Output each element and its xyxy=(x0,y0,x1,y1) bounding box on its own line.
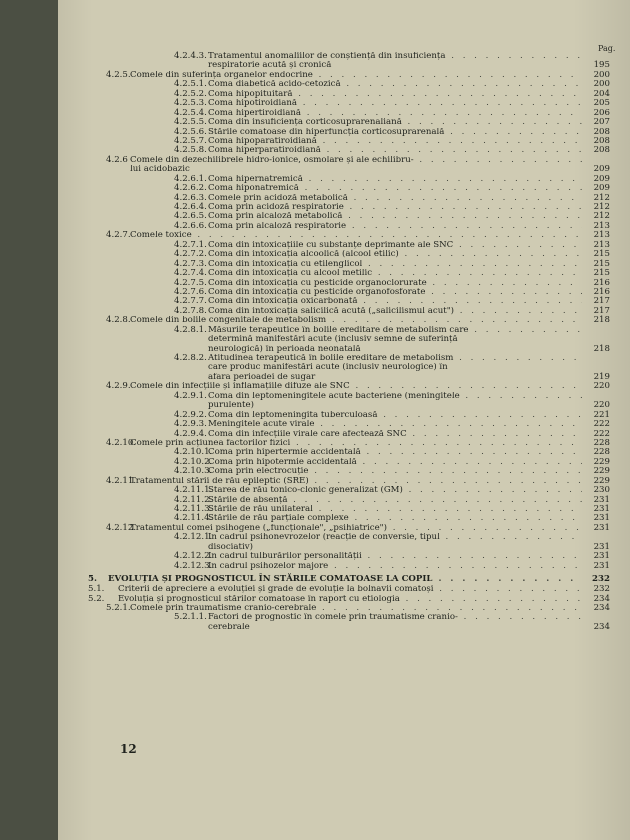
table-of-contents xyxy=(58,52,630,632)
toc-entry-number: 4.2.11.2. xyxy=(174,494,213,505)
toc-entry-page: 231 xyxy=(593,522,610,533)
toc-entry-title: Tratamentul anomaliilor de conștiență din insuficiența . . . xyxy=(208,52,582,61)
toc-entry xyxy=(58,184,630,193)
toc-entry-title: Coma din leptomeningita tuberculoasă . . . xyxy=(208,411,582,420)
toc-entry-title: Comele din bolile congenitale de metabolism . . . xyxy=(130,316,582,325)
toc-entry-title: Coma din insuficiența corticosuprarenaliană . . . xyxy=(208,118,582,127)
toc-entry-number: 4.2.12. xyxy=(106,522,137,533)
toc-entry-number: 4.2.7.7. xyxy=(174,296,207,307)
toc-entry xyxy=(58,524,630,533)
toc-entry-page: 218 xyxy=(593,315,610,326)
toc-entry-title: EVOLUȚIA ȘI PROGNOSTICUL ÎN STĂRILE COMATOASE LA COPIL . . . xyxy=(108,573,582,585)
toc-entry-number: 4.2.11.4. xyxy=(174,513,213,524)
toc-entry xyxy=(58,392,630,401)
toc-entry-number: 4.2.6.1. xyxy=(174,173,207,184)
toc-entry xyxy=(58,90,630,99)
toc-entry-title: Coma hiperparatiroidiană . . . xyxy=(208,146,582,155)
toc-entry xyxy=(58,514,630,523)
toc-entry-page: 207 xyxy=(593,117,610,128)
toc-entry-title: neurologică) în perioada neonatală xyxy=(208,344,361,354)
toc-entry xyxy=(58,552,630,561)
toc-entry xyxy=(58,212,630,221)
toc-entry-number: 4.2.7.3. xyxy=(174,258,207,269)
toc-entry xyxy=(58,156,630,165)
toc-entry-number: 4.2.8. xyxy=(106,315,131,326)
toc-entry xyxy=(58,109,630,118)
toc-entry xyxy=(58,335,630,344)
toc-entry-title: În cadrul tulburărilor personalității . . . xyxy=(208,552,582,561)
toc-entry xyxy=(58,61,630,70)
toc-entry-title: Coma hipopituitară . . . xyxy=(208,90,582,99)
toc-entry-title: disociativ) xyxy=(208,542,253,552)
toc-entry-page: 212 xyxy=(593,192,610,203)
toc-entry-number: 4.2.12.2. xyxy=(174,551,213,562)
toc-entry-page: 220 xyxy=(593,381,610,392)
toc-entry xyxy=(58,613,630,622)
toc-entry-title: Coma din leptomeningitele acute bacteriene (meningitele . . . xyxy=(208,392,582,401)
toc-entry xyxy=(58,194,630,203)
toc-entry-page: 195 xyxy=(593,60,610,71)
toc-entry-number: 4.2.8.2. xyxy=(174,353,207,363)
toc-entry-title: Coma hipernatremică . . . xyxy=(208,175,582,184)
toc-entry-title: Coma prin alcaloză metabolică . . . xyxy=(208,212,582,221)
page-number: 12 xyxy=(120,742,137,756)
toc-entry-page: 231 xyxy=(593,560,610,571)
toc-entry xyxy=(58,279,630,288)
toc-entry-title: Comele prin acțiunea factorilor fizici . . . xyxy=(130,439,582,448)
toc-entry-number: 4.2.7.8. xyxy=(174,305,207,316)
toc-entry xyxy=(58,477,630,486)
toc-entry-page: 209 xyxy=(593,183,610,194)
toc-entry xyxy=(58,382,630,391)
toc-entry-title: Coma hipotiroidiană . . . xyxy=(208,99,582,108)
toc-entry-number: 4.2.9. xyxy=(106,381,131,392)
toc-entry xyxy=(58,354,630,363)
toc-entry-page: 208 xyxy=(593,145,610,156)
toc-entry-page: 232 xyxy=(593,584,610,595)
toc-entry-title: Stările de absență . . . xyxy=(208,496,582,505)
toc-entry-page: 212 xyxy=(593,211,610,222)
toc-entry-number: 4.2.5.2. xyxy=(174,88,207,99)
toc-entry-title: Coma din infecțiile virale care afectează SNC . . . xyxy=(208,430,582,439)
toc-entry-title: afara perioadei de sugar xyxy=(208,372,316,382)
toc-entry-page: 215 xyxy=(593,268,610,279)
toc-entry-page: 212 xyxy=(593,202,610,212)
toc-entry-title: Coma hiponatremică . . . xyxy=(208,184,582,193)
toc-entry xyxy=(58,288,630,297)
toc-entry-page: 209 xyxy=(593,164,610,175)
toc-entry-title: Coma din intoxicația cu pesticide organoclorurate . . . xyxy=(208,279,582,288)
toc-entry-title: Meningitele acute virale . . . xyxy=(208,420,582,429)
toc-entry-page: 213 xyxy=(593,220,610,231)
toc-entry-title: Coma din intoxicația alcoolică (alcool etilic) . . . xyxy=(208,250,582,259)
toc-entry-number: 4.2.5.6. xyxy=(174,126,207,137)
toc-entry-number: 4.2.10.1. xyxy=(174,447,213,458)
toc-entry-number: 4.2.10.2. xyxy=(174,456,213,467)
toc-entry-page: 231 xyxy=(593,494,610,505)
toc-entry-title: Coma prin acidoză respiratorie . . . xyxy=(208,203,582,212)
toc-entry-title: Măsurile terapeutice în bolile ereditare de metabolism care . . . xyxy=(208,326,582,335)
toc-entry xyxy=(58,316,630,325)
toc-entry xyxy=(58,458,630,467)
toc-entry xyxy=(58,411,630,420)
toc-entry-title: Coma prin electrocuție . . . xyxy=(208,467,582,476)
toc-entry-page: 206 xyxy=(593,107,610,118)
toc-entry xyxy=(58,250,630,259)
toc-entry xyxy=(58,533,630,542)
toc-entry-number: 4.2.8.1. xyxy=(174,324,207,335)
toc-entry-number: 4.2.12.3. xyxy=(174,560,213,571)
toc-entry xyxy=(58,623,630,632)
toc-entry-number: 4.2.7. xyxy=(106,230,131,241)
toc-entry xyxy=(58,241,630,250)
toc-entry-title: Coma din intoxicațiile cu substanțe deprimante ale SNC . . . xyxy=(208,241,582,250)
toc-entry-page: 209 xyxy=(593,173,610,184)
toc-entry-number: 4.2.11.3. xyxy=(174,504,213,514)
toc-entry xyxy=(58,297,630,306)
toc-entry-title: Comele din infecțiile și inflamațiile difuze ale SNC . . . xyxy=(130,382,582,391)
toc-entry-number: 4.2.7.4. xyxy=(174,268,207,279)
toc-entry-title: Factori de prognostic în comele prin traumatisme cranio- . . . xyxy=(208,613,582,622)
toc-entry-page: 232 xyxy=(592,574,610,585)
toc-entry-page: 217 xyxy=(593,296,610,307)
toc-entry-number: 4.2.7.5. xyxy=(174,277,207,288)
toc-entry-title: respiratorie acută și cronică xyxy=(208,61,332,71)
toc-entry-page: 220 xyxy=(593,400,610,411)
toc-entry-page: 234 xyxy=(593,621,610,632)
toc-entry-number: 4.2.9.3. xyxy=(174,419,207,430)
toc-entry-page: 215 xyxy=(593,249,610,260)
toc-entry xyxy=(58,137,630,146)
toc-entry xyxy=(58,496,630,505)
toc-entry-title: Comele din dezechilibrele hidro-ionice, osmolare și ale echilibru- . . . xyxy=(130,156,582,165)
toc-entry xyxy=(58,222,630,231)
toc-entry-page: 216 xyxy=(593,286,610,297)
toc-entry-page: 200 xyxy=(593,69,610,80)
toc-entry-number: 4.2.5.4. xyxy=(174,107,207,118)
toc-entry-title: Coma din intoxicația oxicarbonată . . . xyxy=(208,297,582,306)
toc-entry-number: 5.2.1. xyxy=(106,602,131,613)
toc-entry-number: 4.2.5.7. xyxy=(174,135,207,146)
toc-entry xyxy=(58,146,630,155)
toc-entry xyxy=(58,99,630,108)
toc-entry-title: Comele prin traumatisme cranio-cerebrale . . . xyxy=(130,604,582,613)
toc-entry-page: 229 xyxy=(593,475,610,486)
toc-entry-title: Evoluția și prognosticul stărilor comatoase în raport cu etiologia . . . xyxy=(118,595,582,604)
toc-entry-page: 217 xyxy=(593,305,610,316)
toc-entry-page: 213 xyxy=(593,230,610,241)
toc-entry-page: 208 xyxy=(593,135,610,146)
toc-entry xyxy=(58,439,630,448)
toc-entry-number: 4.2.6 xyxy=(106,154,128,165)
toc-entry-number: 4.2.6.5. xyxy=(174,211,207,222)
toc-entry-title: Comele prin acidoză metabolică . . . xyxy=(208,194,582,203)
toc-entry-title: În cadrul psihozelor majore . . . xyxy=(208,562,582,571)
toc-entry-page: 204 xyxy=(593,88,610,99)
toc-entry-page: 229 xyxy=(593,466,610,477)
toc-entry xyxy=(58,363,630,372)
toc-entry xyxy=(58,562,630,571)
toc-entry-page: 228 xyxy=(593,437,610,448)
toc-entry-number: 4.2.7.2. xyxy=(174,249,207,260)
toc-entry xyxy=(58,71,630,80)
toc-entry-number: 4.2.9.2. xyxy=(174,409,207,420)
toc-entry-page: 234 xyxy=(593,593,610,604)
toc-entry-number: 4.2.5.1. xyxy=(174,79,207,90)
toc-entry xyxy=(58,486,630,495)
toc-entry xyxy=(58,420,630,429)
toc-entry-title: În cadrul psihonevrozelor (reacție de conversie, tipul . . . xyxy=(208,533,582,542)
toc-entry xyxy=(58,203,630,212)
toc-entry-title: care produc manifestări acute (inclusiv neurologice) în xyxy=(208,363,448,373)
toc-entry-title: Coma hipertiroidiană . . . xyxy=(208,109,582,118)
toc-entry xyxy=(58,345,630,354)
toc-entry-number: 4.2.10.3. xyxy=(174,466,213,477)
toc-entry-number: 4.2.11.1. xyxy=(174,485,213,496)
toc-entry-number: 4.2.6.2. xyxy=(174,183,207,194)
page-column-header: Pag. xyxy=(598,44,616,53)
toc-entry-title: Coma diabetică acido-cetozică . . . xyxy=(208,80,582,89)
toc-entry-page: 218 xyxy=(593,343,610,354)
toc-entry-number: 4.2.4.3. xyxy=(174,51,207,61)
toc-entry xyxy=(58,505,630,514)
toc-entry xyxy=(58,80,630,89)
toc-entry-title: Coma din intoxicația salicilică acută („salicilismul acut") . . . xyxy=(208,307,582,316)
toc-entry-page: 231 xyxy=(593,551,610,562)
toc-entry-title: Coma prin hipertermie accidentală . . . xyxy=(208,448,582,457)
toc-entry-title: Tratamentul comei psihogene („funcționale", „psihiatrice") . . . xyxy=(130,524,582,533)
toc-entry xyxy=(58,373,630,382)
book-page xyxy=(58,0,630,840)
toc-entry-number: 4.2.10. xyxy=(106,437,137,448)
toc-entry-number: 4.2.5. xyxy=(106,69,131,80)
toc-entry xyxy=(58,595,630,604)
toc-entry xyxy=(58,175,630,184)
toc-entry-title: Criterii de apreciere a evoluției și grade de evoluție la bolnavii comatoși . . . xyxy=(118,585,582,594)
toc-entry-title: Stările de rău unilateral . . . xyxy=(208,505,582,514)
toc-entry xyxy=(58,326,630,335)
toc-entry-title: Comele din suferința organelor endocrine . . . xyxy=(130,71,582,80)
toc-entry xyxy=(58,307,630,316)
toc-entry-title: Coma din intoxicația cu etilenglicol . . . xyxy=(208,260,582,269)
toc-entry-page: 208 xyxy=(593,126,610,137)
toc-entry-title: Starea de rău tonico-clonic generalizat (GM) . . . xyxy=(208,486,582,495)
toc-entry xyxy=(58,604,630,613)
toc-entry-title: purulente) xyxy=(208,401,254,411)
toc-entry-page: 216 xyxy=(593,277,610,288)
toc-entry xyxy=(58,52,630,61)
toc-entry-page: 213 xyxy=(593,239,610,250)
toc-entry-page: 231 xyxy=(593,541,610,552)
toc-entry-number: 4.2.12.1. xyxy=(174,532,213,543)
toc-entry-number: 4.2.5.8. xyxy=(174,145,207,156)
toc-entry-title: Coma prin hipotermie accidentală . . . xyxy=(208,458,582,467)
toc-entry-number: 4.2.9.4. xyxy=(174,428,207,439)
toc-entry-number: 5. xyxy=(88,574,97,585)
toc-entry-number: 4.2.7.1. xyxy=(174,239,207,250)
toc-entry xyxy=(58,467,630,476)
toc-entry xyxy=(58,585,630,594)
toc-entry xyxy=(58,260,630,269)
toc-entry-number: 4.2.6.4. xyxy=(174,202,207,212)
toc-entry-title: Stările comatoase din hiperfuncția corticosuprarenală . . . xyxy=(208,128,582,137)
toc-entry-title: Coma prin alcaloză respiratorie . . . xyxy=(208,222,582,231)
toc-entry-page: 228 xyxy=(593,447,610,458)
toc-entry-page: 200 xyxy=(593,79,610,90)
toc-entry-page: 205 xyxy=(593,98,610,109)
toc-entry-title: Coma din intoxicația cu pesticide organofosforate . . . xyxy=(208,288,582,297)
toc-entry xyxy=(58,543,630,552)
toc-entry-page: 230 xyxy=(593,485,610,496)
toc-entry xyxy=(58,448,630,457)
toc-entry-number: 4.2.11. xyxy=(106,475,137,486)
toc-entry-number: 4.2.5.5. xyxy=(174,117,207,128)
toc-entry xyxy=(58,128,630,137)
toc-entry-page: 234 xyxy=(593,602,610,613)
toc-entry-page: 222 xyxy=(593,419,610,430)
toc-entry-page: 221 xyxy=(593,409,610,420)
toc-entry xyxy=(58,231,630,240)
toc-entry-title: cerebrale xyxy=(208,622,250,632)
toc-entry-number: 4.2.7.6. xyxy=(174,286,207,297)
toc-entry-title: Tratamentul stării de rău epileptic (SRE) . . . xyxy=(130,477,582,486)
toc-entry-page: 222 xyxy=(593,428,610,439)
toc-entry xyxy=(58,573,630,585)
toc-entry xyxy=(58,165,630,174)
toc-entry xyxy=(58,118,630,127)
toc-entry-page: 219 xyxy=(593,371,610,382)
toc-entry-number: 4.2.6.6. xyxy=(174,220,207,231)
toc-entry-page: 231 xyxy=(593,513,610,524)
toc-entry-number: 4.2.6.3. xyxy=(174,192,207,203)
toc-entry-page: 215 xyxy=(593,258,610,269)
toc-entry-title: Coma din intoxicația cu alcool metilic . . . xyxy=(208,269,582,278)
toc-entry-number: 4.2.5.3. xyxy=(174,98,207,109)
toc-entry-number: 5.2.1.1. xyxy=(174,612,207,623)
toc-entry-title: determină manifestări acute (inclusiv semne de suferință xyxy=(208,335,458,345)
toc-entry-title: Stările de rău parțiale complexe . . . xyxy=(208,514,582,523)
toc-entry-number: 4.2.9.1. xyxy=(174,390,207,401)
toc-entry xyxy=(58,269,630,278)
toc-entry xyxy=(58,401,630,410)
toc-entry-title: lui acidobazic xyxy=(130,165,190,175)
toc-entry-title: Coma hipoparatiroidiană . . . xyxy=(208,137,582,146)
toc-entry-number: 5.1. xyxy=(88,584,105,595)
toc-entry-page: 231 xyxy=(593,504,610,514)
toc-entry xyxy=(58,430,630,439)
toc-entry-number: 5.2. xyxy=(88,593,105,604)
toc-entry-title: Comele toxice . . . xyxy=(130,231,582,240)
toc-entry-title: Atitudinea terapeutică în bolile ereditare de metabolism . . . xyxy=(208,354,582,363)
toc-entry-page: 229 xyxy=(593,456,610,467)
